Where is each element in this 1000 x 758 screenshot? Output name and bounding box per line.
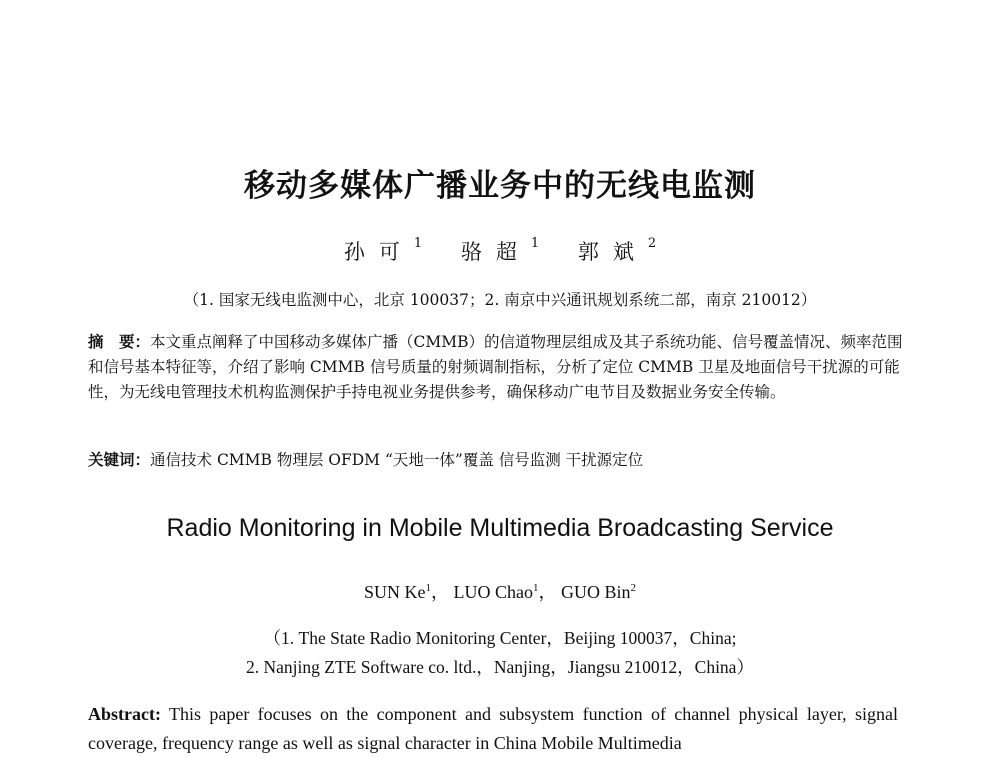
english-affiliation [0, 624, 1000, 682]
english-affiliation-line-2: 2. Nanjing ZTE Software co. ltd.，Nanjing，Jiangsu 210012，China） [246, 657, 754, 677]
chinese-affiliation: （1. 国家无线电监测中心，北京 100037；2. 南京中兴通讯规划系统二部，南京 210012） [183, 291, 817, 309]
chinese-keywords [88, 448, 906, 470]
english-abstract [88, 700, 898, 758]
chinese-author-2: 骆超$^1$ [460, 236, 540, 264]
chinese-keywords-label: 关键词： [88, 451, 151, 469]
chinese-title: 移动多媒体广播业务中的无线电监测 [244, 168, 756, 204]
english-authors [0, 578, 1000, 604]
english-abstract-label: Abstract: [88, 704, 161, 724]
english-author-2: LUO Chao$^1$， [453, 582, 557, 602]
chinese-abstract [88, 330, 906, 405]
chinese-author-1: 孙可$^1$ [343, 236, 423, 264]
english-author-3: GUO Bin$^2$ [560, 582, 636, 602]
chinese-authors [0, 236, 1000, 266]
english-author-1: SUN Ke$^1$， [363, 582, 449, 602]
chinese-abstract-text: 本文重点阐释了中国移动多媒体广播（CMMB）的信道物理层组成及其子系统功能、信号覆盖情况、频率范围和信号基本特征等，介绍了影响 CMMB 信号质量的射频调制指标，分析了定位 CMMB 卫星及地面信号干扰源的可能性，为无线电管理技术机构监测保护手持电视业务提供参考，确保移动广电节目及数据业务安全传输。 [88, 333, 903, 401]
chinese-author-3: 郭斌$^2$ [577, 236, 657, 264]
chinese-abstract-label: 摘 要： [88, 333, 151, 351]
chinese-keywords-text: 通信技术 CMMB 物理层 OFDM “天地一体”覆盖 信号监测 干扰源定位 [150, 451, 644, 469]
english-affiliation-line-1: （1. The State Radio Monitoring Center，Beijing 100037，China; [263, 628, 737, 648]
english-abstract-text: This paper focuses on the component and subsystem function of channel physical layer, signal coverage, frequency range as well as signal character in China Mobile Multimedia [88, 704, 898, 753]
english-title: Radio Monitoring in Mobile Multimedia Broadcasting Service [166, 514, 834, 542]
